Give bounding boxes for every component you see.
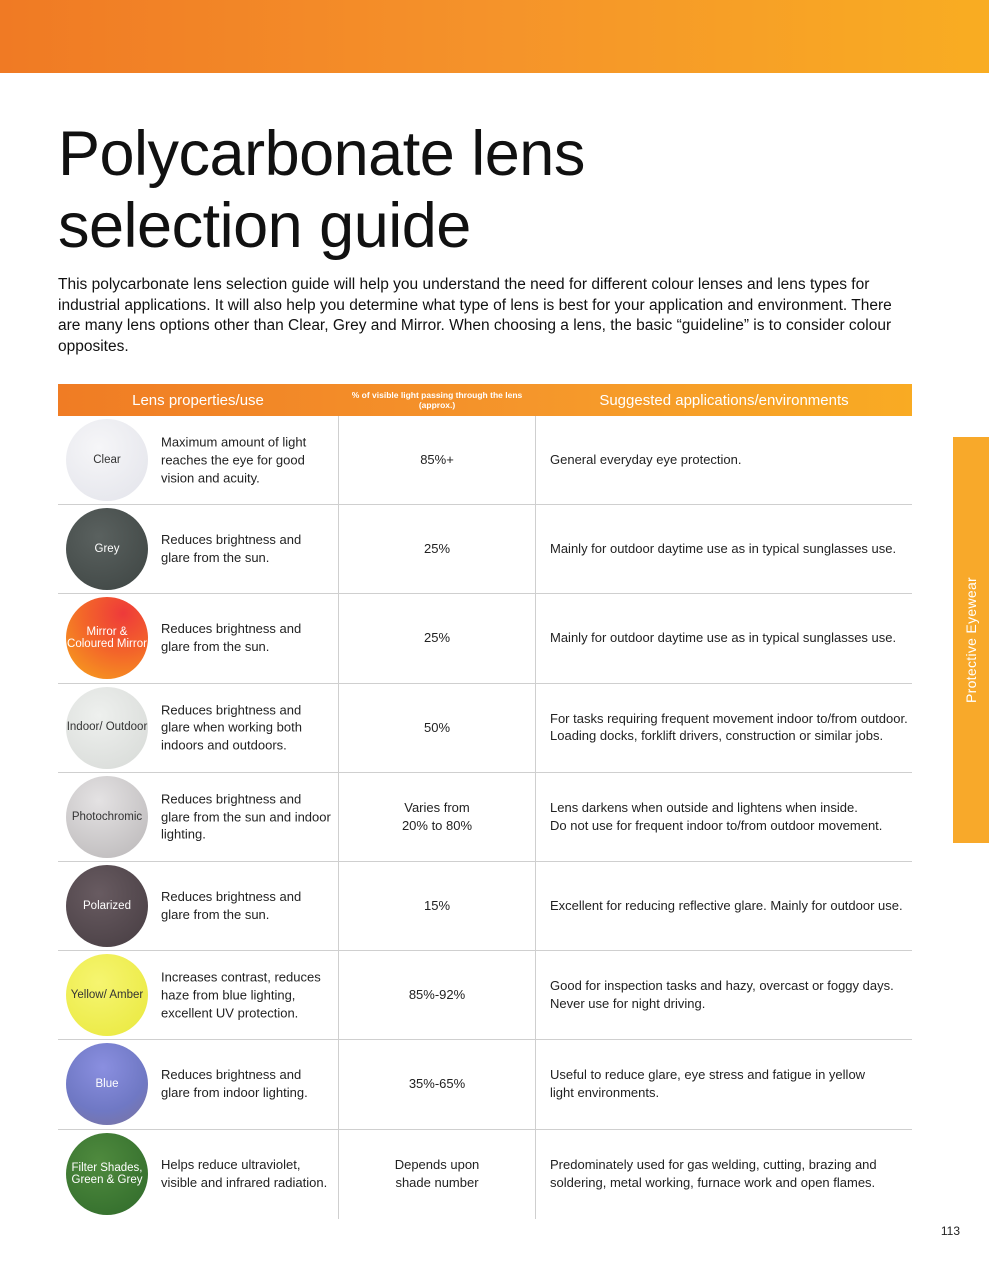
lens-applications: Good for inspection tasks and hazy, overcast or foggy days. Never use for night driving. (550, 978, 894, 1012)
lens-swatch-yellow-amber: Yellow/ Amber (66, 954, 148, 1036)
lens-properties: Helps reduce ultraviolet, visible and infrared radiation. (161, 1157, 328, 1191)
table-header (58, 384, 912, 416)
lens-swatch-mirror: Mirror & Coloured Mirror (66, 597, 148, 679)
lens-swatch-filter-shades: Filter Shades, Green & Grey (66, 1133, 148, 1215)
header-light: % of visible light passing through the lens (approx.) (351, 390, 523, 410)
table-row (58, 684, 912, 773)
light-percentage: 85%-92% (408, 987, 466, 1003)
lens-properties: Increases contrast, reduces haze from blue lighting, excellent UV protection. (161, 969, 321, 1021)
lens-swatch-blue: Blue (66, 1043, 148, 1125)
lens-swatch-polarized: Polarized (66, 865, 148, 947)
lens-applications: Lens darkens when outside and lightens when inside. Do not use for frequent indoor to/from outdoor movement. (550, 800, 883, 833)
lens-applications: Mainly for outdoor daytime use as in typical sunglasses use. (550, 630, 897, 646)
lens-swatch-grey: Grey (66, 508, 148, 590)
lens-applications: General everyday eye protection. (550, 452, 742, 468)
light-percentage: 85%+ (420, 452, 454, 468)
table-row (58, 416, 912, 505)
table-row (58, 505, 912, 594)
lens-properties: Reduces brightness and glare when working both indoors and outdoors. (161, 701, 302, 753)
light-percentage: 50% (423, 719, 451, 735)
lens-applications: Mainly for outdoor daytime use as in typical sunglasses use. (550, 541, 897, 557)
table-row (58, 773, 912, 862)
light-percentage: Varies from 20% to 80% (401, 800, 473, 833)
lens-properties: Reduces brightness and glare from the sun. (161, 889, 302, 923)
table-row (58, 1130, 912, 1219)
light-percentage: 35%-65% (408, 1076, 466, 1092)
lens-applications: Useful to reduce glare, eye stress and fatigue in yellow light environments. (550, 1067, 866, 1101)
lens-swatch-photochromic: Photochromic (66, 776, 148, 858)
side-tab-label: Protective Eyewear (963, 576, 979, 704)
header-applications: Suggested applications/environments (599, 391, 849, 409)
header-bar (0, 0, 989, 73)
lens-properties: Reduces brightness and glare from the sun and indoor lighting. (161, 791, 331, 842)
lens-properties: Reduces brightness and glare from indoor lighting. (161, 1067, 308, 1101)
light-percentage: 25% (423, 541, 451, 557)
table-row (58, 1040, 912, 1129)
table-row (58, 594, 912, 683)
light-percentage: 25% (423, 630, 451, 646)
lens-swatch-indoor-outdoor: Indoor/ Outdoor (66, 687, 148, 769)
intro-paragraph: This polycarbonate lens selection guide will help you understand the need for different colour lenses and lens types for industrial applications. It will also help you determine what type of lens is best for your application and environment. There are many lens options other than Clear, Grey and Mirror. When choosing a lens, the basic “guideline” is to consider colour opposites. (58, 276, 892, 355)
page-title: Polycarbonate lens selection guide (58, 119, 585, 261)
light-percentage: Depends upon shade number (394, 1157, 480, 1191)
light-percentage: 15% (423, 898, 451, 914)
lens-applications: Excellent for reducing reflective glare. Mainly for outdoor use. (550, 898, 903, 914)
table-row (58, 951, 912, 1040)
lens-properties: Reduces brightness and glare from the sun. (161, 532, 302, 566)
table-row (58, 862, 912, 951)
lens-properties: Reduces brightness and glare from the sun. (161, 621, 302, 655)
lens-applications: For tasks requiring frequent movement indoor to/from outdoor. Loading docks, forklift drivers, construction or similar jobs. (550, 710, 908, 744)
lens-properties: Maximum amount of light reaches the eye for good vision and acuity. (161, 434, 307, 485)
page-number: 113 (940, 1224, 960, 1238)
header-properties: Lens properties/use (132, 391, 264, 409)
section-side-tab (953, 437, 989, 843)
lens-applications: Predominately used for gas welding, cutting, brazing and soldering, metal working, furnace work and open flames. (550, 1157, 877, 1191)
lens-table (58, 416, 912, 1219)
lens-swatch-clear: Clear (66, 419, 148, 501)
